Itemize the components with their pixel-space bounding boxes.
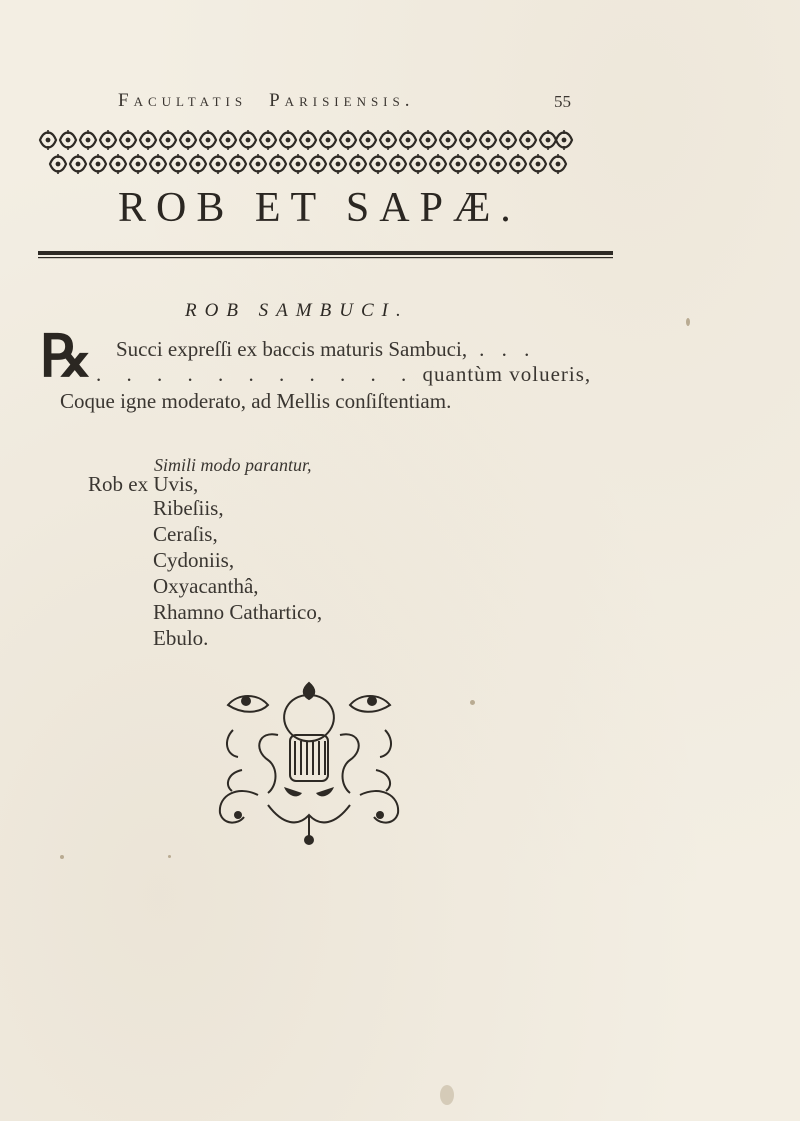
fleuron-border-ornament: [38, 126, 574, 178]
recipe-title: ROB SAMBUCI.: [185, 300, 409, 321]
paper-stain: [440, 1085, 454, 1105]
recipe-line-2: [96, 362, 591, 387]
list-item: Cydoniis,: [153, 548, 235, 572]
list-item: Ebulo.: [153, 626, 209, 650]
rx-glyph: ℞: [40, 330, 92, 382]
paper-speck: [60, 855, 64, 859]
recipe-line-1-dots: . . .: [479, 337, 536, 361]
list-item: Ribeſiis,: [153, 496, 224, 520]
list-intro: Rob ex Uvis,: [88, 472, 199, 496]
paper-speck: [168, 855, 171, 858]
recipe-line-1: [116, 337, 535, 362]
recipe-line-1-text: Succi expreſſi ex baccis maturis Sambuci,: [116, 337, 468, 361]
recipe-line-2-dots: . . . . . . . . . . .: [96, 362, 417, 386]
list-item: Oxyacanthâ,: [153, 574, 259, 598]
simili-heading: Simili modo parantur,: [154, 455, 312, 475]
floral-vignette-ornament: [198, 675, 420, 850]
running-head: [118, 90, 578, 112]
page-number: 55: [554, 92, 571, 111]
running-head-word-2: Parisiensis.: [269, 90, 415, 111]
double-rule: [38, 251, 613, 259]
list-item: Rhamno Cathartico,: [153, 600, 323, 624]
section-title: ROB ET SAPÆ.: [118, 185, 521, 231]
paper-speck: [470, 700, 475, 705]
list-item: Ceraſis,: [153, 522, 218, 546]
running-head-word-1: Facultatis: [118, 90, 248, 111]
recipe-line-3: Coque igne moderato, ad Mellis conſiſtentiam.: [60, 389, 452, 413]
recipe-line-2-text: quantùm volueris,: [422, 362, 592, 386]
paper-speck: [686, 318, 690, 326]
